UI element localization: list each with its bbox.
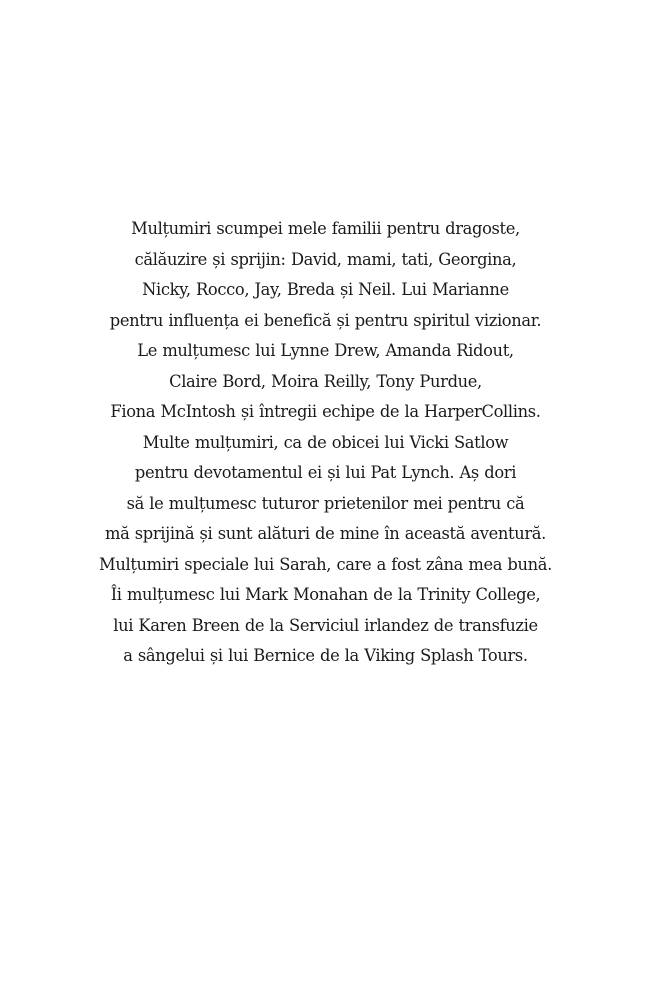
text-line: Nicky, Rocco, Jay, Breda și Neil. Lui Marianne bbox=[142, 280, 509, 299]
text-line: Mulțumiri speciale lui Sarah, care a fost zâna mea bună. bbox=[99, 554, 552, 574]
text-line: pentru devotamentul ei și lui Pat Lynch. Aș dori bbox=[134, 463, 517, 482]
text-line: călăuzire și sprijin: David, mami, tati, Georgina, bbox=[134, 249, 517, 269]
text-line: lui Karen Breen de la Serviciul irlandez de transfuzie bbox=[113, 615, 538, 635]
text-line: a sângelui și lui Bernice de la Viking Splash Tours. bbox=[123, 646, 528, 665]
text-line: mă sprijină și sunt alături de mine în această aventură. bbox=[105, 524, 546, 543]
text-line: Claire Bord, Moira Reilly, Tony Purdue, bbox=[169, 371, 482, 391]
text-line: Multe mulțumiri, ca de obicei lui Vicki Satlow bbox=[142, 432, 509, 452]
text-line: Fiona McIntosh și întregii echipe de la HarperCollins. bbox=[110, 402, 541, 421]
text-line: Îi mulțumesc lui Mark Monahan de la Trinity College, bbox=[110, 585, 541, 604]
text-line: să le mulțumesc tuturor prietenilor mei pentru că bbox=[126, 493, 525, 513]
text-line: pentru influența ei benefică și pentru spiritul vizionar. bbox=[109, 310, 542, 330]
text-line: Mulțumiri scumpei mele familii pentru dragoste, bbox=[131, 219, 520, 238]
acknowledgements-text bbox=[0, 214, 651, 672]
text-line: Le mulțumesc lui Lynne Drew, Amanda Ridout, bbox=[137, 341, 514, 360]
